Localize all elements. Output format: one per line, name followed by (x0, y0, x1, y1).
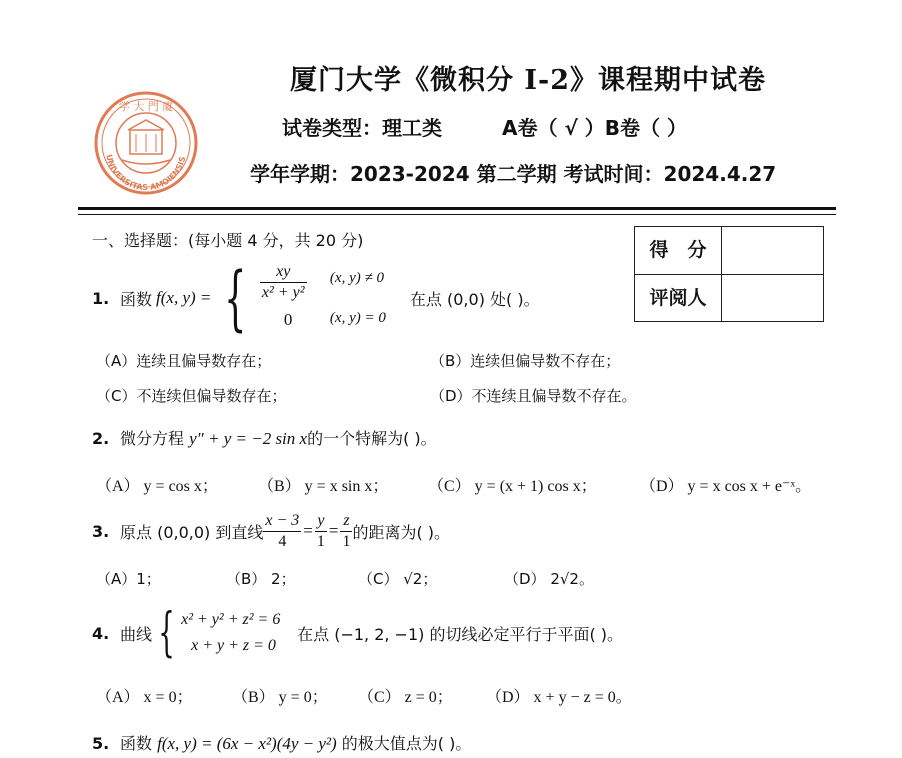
q3-option-c[interactable]: （C） √2； (358, 570, 438, 588)
question-1 (92, 257, 540, 339)
equation-line-2: x + y + z = 0 (191, 637, 276, 654)
question-number: 5. (92, 734, 110, 753)
case1-denominator: x² + y² (261, 284, 305, 301)
exam-title: 厦门大学《微积分 I-2》课程期中试卷 (290, 65, 767, 96)
system-of-equations (181, 607, 297, 659)
seal-top-text: 学 大 門 廈 (118, 100, 174, 113)
case1-condition: (x, y) ≠ 0 (329, 270, 384, 286)
score-label: 得 分 (635, 227, 722, 274)
case1-numerator: xy (260, 262, 307, 283)
q2-option-c[interactable]: （C） y = (x + 1) cos x； (428, 478, 597, 495)
equation: f(x, y) = (6x − x²)(4y − y²) (157, 734, 337, 753)
question-suffix: 的一个特解为( )。 (307, 429, 437, 448)
q1-option-c[interactable]: （C）不连续但偏导数存在； (96, 387, 287, 405)
q2-option-b[interactable]: （B） y = x sin x； (258, 478, 389, 495)
q4-option-c[interactable]: （C） z = 0； (358, 689, 453, 706)
equation-line-1: x² + y² + z² = 6 (181, 611, 281, 628)
left-brace: { (158, 603, 175, 663)
q3-option-a[interactable]: （A）1； (96, 570, 161, 588)
question-4 (92, 603, 624, 663)
fraction-denominator: 4 (278, 532, 287, 550)
header-rule-thin (78, 214, 836, 215)
q4-option-d[interactable]: （D） x + y − z = 0。 (486, 689, 632, 706)
seal-ring-text: UNIVERSITAS AMOIENSIS (104, 153, 188, 193)
reviewer-field[interactable] (722, 275, 822, 322)
seal-emblem-icon (92, 90, 200, 196)
case2-condition: (x, y) = 0 (329, 310, 386, 326)
fraction-numerator: z (340, 511, 352, 532)
section-title: 一、选择题：(每小题 4 分，共 20 分) (92, 231, 364, 250)
question-text: 微分方程 (120, 429, 185, 448)
question-text: 函数 (120, 289, 153, 309)
question-suffix: 在点 (−1, 2, −1) 的切线必定平行于平面( )。 (297, 624, 624, 644)
case2-value: 0 (283, 310, 293, 329)
line-fraction-z (340, 511, 352, 552)
equation: y″ + y = −2 sin x (189, 429, 308, 448)
question-suffix: 的距离为( )。 (352, 522, 451, 542)
fraction-numerator: y (315, 511, 327, 532)
score-box (634, 226, 824, 322)
header-rule-thick (78, 207, 836, 210)
left-brace: { (224, 257, 247, 339)
question-text: 原点 (0,0,0) 到直线 (120, 522, 264, 542)
question-3: 3. 原点 (0,0,0) 到直线 $\frac{x - 3}{4}$ = $\frac{y}{1}$ = $\frac{z}{1}$ 的距离为( )。 (92, 511, 451, 550)
score-field[interactable] (722, 227, 822, 274)
question-text: 曲线 (120, 624, 153, 644)
fraction-numerator: x − 3 (263, 511, 301, 532)
q4-option-b[interactable]: （B） y = 0； (232, 689, 328, 706)
q1-option-d[interactable]: （D）不连续且偏导数不存在。 (430, 387, 637, 405)
question-number: 1. (92, 288, 110, 308)
q4-option-a[interactable]: （A） x = 0； (96, 689, 193, 706)
piecewise-cases (260, 262, 410, 334)
term-line: 学年学期：2023-2024 第二学期 考试时间：2024.4.27 (250, 162, 777, 186)
function-expr: f(x, y) = (156, 288, 212, 307)
exam-type-label: 试卷类型：理工类 (282, 116, 442, 140)
q2-option-a[interactable]: （A） y = cos x； (96, 478, 218, 495)
q2-option-d[interactable]: （D） y = x cos x + e⁻ˣ。 (640, 478, 812, 495)
reviewer-row (635, 274, 823, 322)
score-row (635, 227, 823, 274)
fraction-denominator: 1 (342, 532, 351, 550)
q1-option-b[interactable]: （B）连续但偏导数不存在； (430, 352, 621, 370)
question-number: 2. (92, 429, 110, 448)
exam-type-line (282, 112, 687, 141)
question-number: 4. (92, 623, 110, 643)
reviewer-label: 评阅人 (635, 275, 722, 322)
fraction-denominator: 1 (316, 532, 325, 550)
line-fraction-x (263, 511, 301, 552)
version-selector: A卷（ √ ）B卷（ ） (502, 116, 687, 140)
question-number: 3. (92, 521, 110, 541)
question-suffix: 的极大值点为( )。 (341, 734, 472, 753)
q3-option-d[interactable]: （D） 2√2。 (504, 570, 594, 588)
line-fraction-y (315, 511, 327, 552)
q1-option-a[interactable]: （A）连续且偏导数存在； (96, 352, 272, 370)
university-seal (92, 90, 200, 196)
q3-option-b[interactable]: （B） 2； (226, 570, 296, 588)
question-5 (92, 731, 471, 754)
case1-fraction (260, 262, 307, 303)
question-2 (92, 426, 437, 449)
question-suffix: 在点 (0,0) 处( )。 (409, 289, 540, 309)
question-text: 函数 (120, 734, 153, 753)
